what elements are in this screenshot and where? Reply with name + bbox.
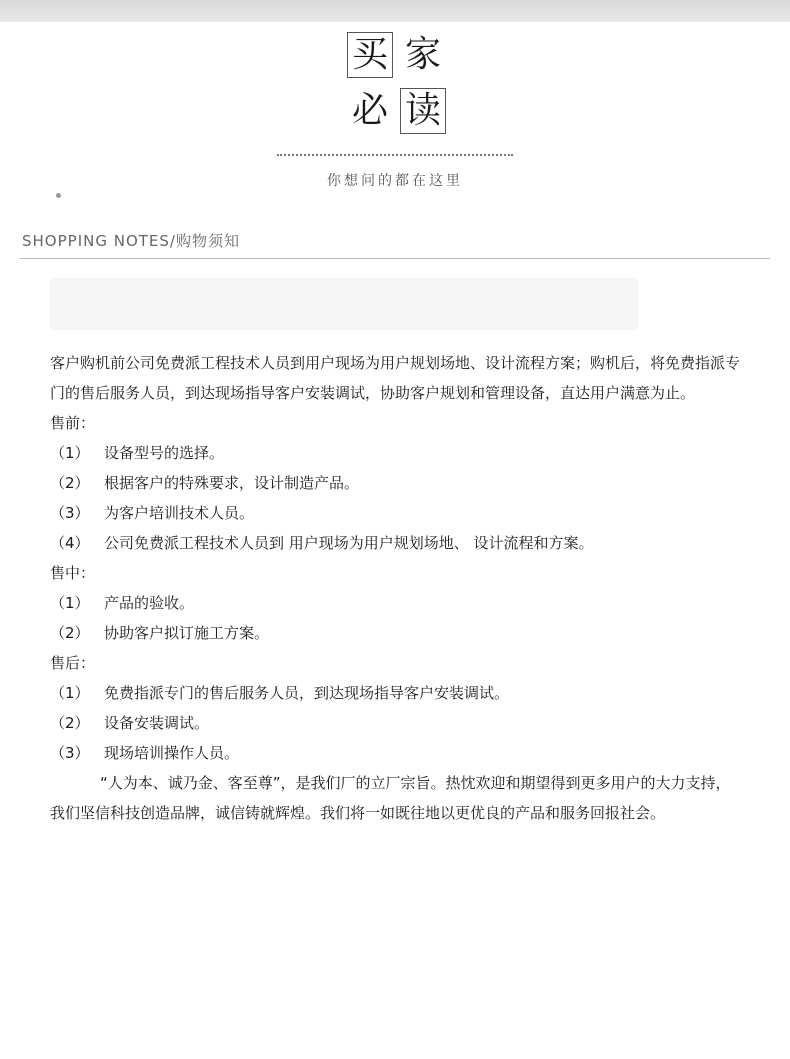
item-number: （3）: [50, 504, 90, 522]
intro-paragraph: 客户购机前公司免费派工程技术人员到用户现场为用户规划场地、设计流程方案；购机后，将免费指派专门的售后服务人员，到达现场指导客户安装调试，协助客户规划和管理设备，直达用户满意为止。: [50, 354, 741, 402]
item-number: （4）: [50, 534, 90, 552]
list-item: [50, 678, 740, 708]
gray-banner: [50, 278, 638, 330]
item-text: 协助客户拟订施工方案。: [104, 624, 270, 642]
item-text: 公司免费派工程技术人员到 用户现场为用户规划场地、 设计流程和方案。: [104, 534, 594, 552]
item-number: （1）: [50, 594, 90, 612]
item-text: 设备型号的选择。: [104, 444, 225, 462]
item-number: （2）: [50, 624, 90, 642]
section-heading: SHOPPING NOTES/购物须知: [22, 232, 240, 250]
title-char-mai: 买: [347, 32, 393, 78]
list-item: [50, 618, 740, 648]
item-number: （3）: [50, 744, 90, 762]
list-item: [50, 528, 740, 558]
item-number: （2）: [50, 714, 90, 732]
closing-paragraph: “人为本、诚乃金、客至尊”，是我们厂的立厂宗旨。热忱欢迎和期望得到更多用户的大力支持，我们坚信科技创造品牌，诚信铸就辉煌。我们将一如既往地以更优良的产品和服务回报社会。: [50, 774, 731, 822]
list-item: [50, 498, 740, 528]
bullet-dot: [56, 193, 61, 198]
item-number: （1）: [50, 444, 90, 462]
group-heading: 售后：: [50, 654, 96, 672]
group-in-sale: [50, 558, 740, 648]
item-text: 现场培训操作人员。: [104, 744, 240, 762]
group-pre-sale: [50, 408, 740, 558]
item-number: （2）: [50, 474, 90, 492]
list-item: [50, 708, 740, 738]
title-char-bi: 必: [351, 90, 388, 131]
item-text: 免费指派专门的售后服务人员，到达现场指导客户安装调试。: [104, 684, 510, 702]
item-text: 根据客户的特殊要求，设计制造产品。: [104, 474, 360, 492]
title-char-du: 读: [400, 88, 446, 134]
list-item: [50, 438, 740, 468]
section-rule: [20, 258, 770, 259]
item-text: 设备安装调试。: [104, 714, 210, 732]
title-char-jia: 家: [404, 34, 441, 75]
group-heading: 售前：: [50, 414, 96, 432]
group-heading: 售中：: [50, 564, 96, 582]
top-band: [0, 0, 790, 22]
subtitle: 你想问的都在这里: [327, 173, 463, 189]
item-text: 为客户培训技术人员。: [104, 504, 255, 522]
list-item: [50, 738, 740, 768]
notes-content: [50, 348, 740, 828]
item-text: 产品的验收。: [104, 594, 195, 612]
list-item: [50, 588, 740, 618]
dotted-divider: [277, 154, 513, 156]
group-after-sale: [50, 648, 740, 768]
list-item: [50, 468, 740, 498]
item-number: （1）: [50, 684, 90, 702]
